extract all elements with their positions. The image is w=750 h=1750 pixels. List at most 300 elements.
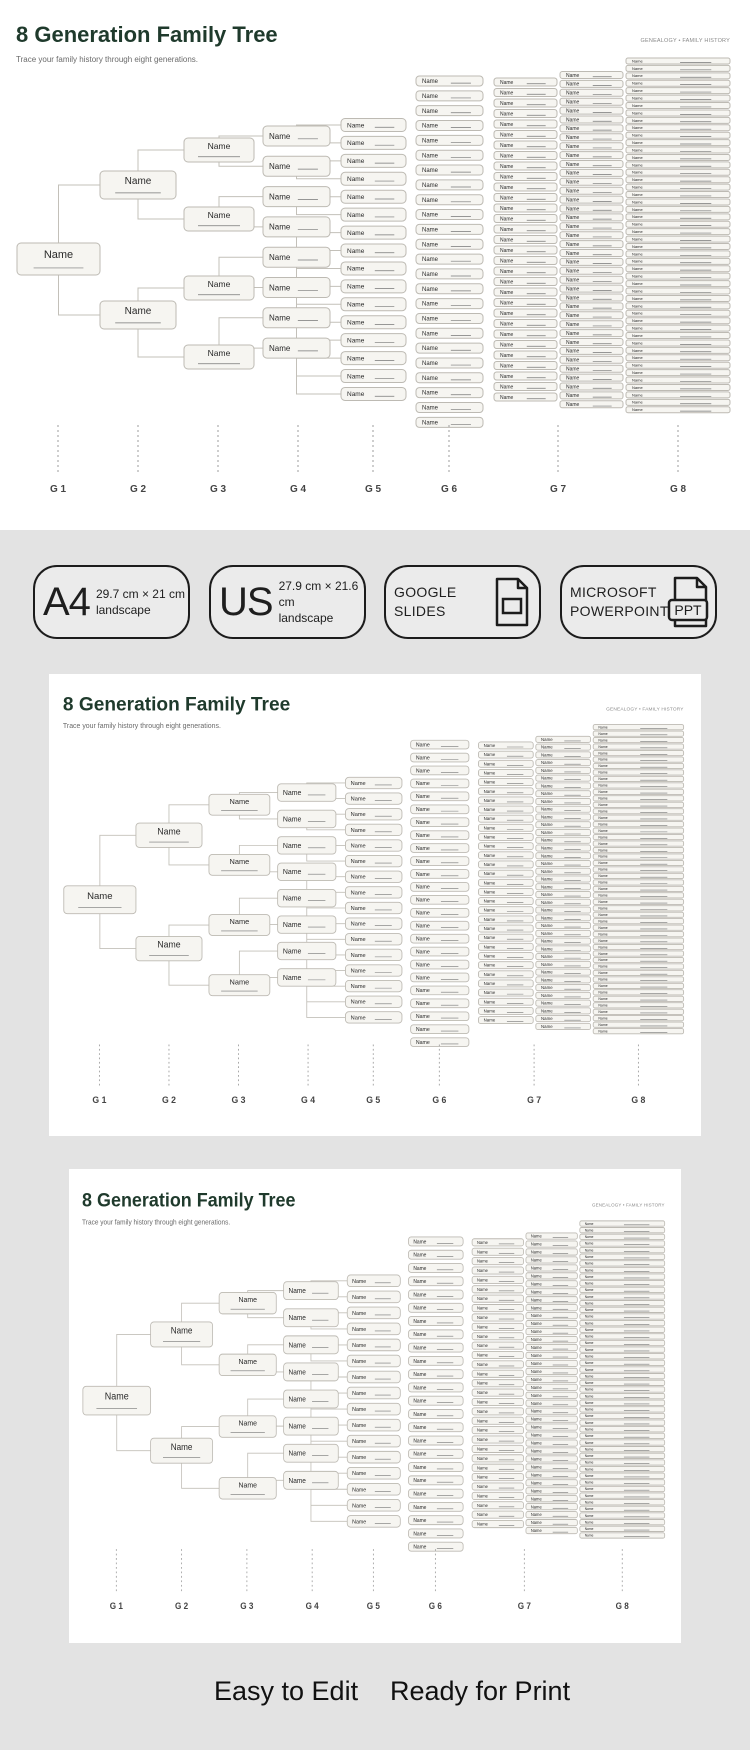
name-label: Name <box>350 874 366 881</box>
name-label: Name <box>566 402 580 409</box>
name-label: Name <box>541 853 553 859</box>
name-label: Name <box>541 767 553 773</box>
name-label: Name <box>541 760 553 766</box>
name-label: Name <box>584 1473 594 1479</box>
name-label: Name <box>477 1371 488 1377</box>
name-label: Name <box>413 1451 427 1458</box>
name-label: Name <box>422 153 439 160</box>
powerpoint-line1: MICROSOFT <box>570 584 657 600</box>
name-label: Name <box>584 1248 594 1253</box>
name-label: Name <box>500 174 514 181</box>
name-label: Name <box>566 384 580 391</box>
name-label: Name <box>632 370 643 376</box>
name-label: Name <box>413 1332 427 1339</box>
generation-label: G 3 <box>209 484 227 495</box>
name-label: Name <box>598 790 608 795</box>
name-label: Name <box>352 1471 367 1478</box>
name-label: Name <box>483 871 496 877</box>
name-label: Name <box>541 845 553 851</box>
generation-label: G 8 <box>669 484 687 495</box>
name-label: Name <box>632 214 643 220</box>
name-label: Name <box>530 1344 542 1351</box>
name-label: Name <box>632 251 643 257</box>
name-label: Name <box>632 102 643 108</box>
name-label: Name <box>598 887 608 892</box>
name-label: Name <box>500 258 514 265</box>
name-label: Name <box>282 816 302 824</box>
name-label: Name <box>632 206 643 212</box>
name-label: Name <box>566 259 580 266</box>
name-label: Name <box>566 286 580 293</box>
generation-label: G 5 <box>366 1600 380 1612</box>
name-label: Name <box>566 366 580 373</box>
tree-tag: GENEALOGY • FAMILY HISTORY <box>591 1202 665 1208</box>
name-label: Name <box>413 1478 427 1485</box>
name-label: Name <box>584 1460 594 1465</box>
name-label: Name <box>288 1287 306 1296</box>
name-label: Name <box>500 184 514 191</box>
a4-badge-big: A4 <box>43 580 90 624</box>
name-label: Name <box>598 997 608 1002</box>
name-label: Name <box>584 1241 594 1246</box>
name-label: Name <box>477 1483 488 1490</box>
tree-subtitle: Trace your family history through eight generations. <box>62 723 221 731</box>
name-label: Name <box>483 935 496 941</box>
name-label: Name <box>350 859 366 866</box>
name-label: Name <box>541 915 553 921</box>
name-label: Name <box>483 971 496 977</box>
name-label: Name <box>347 373 365 381</box>
name-label: Name <box>584 1480 594 1485</box>
name-label: Name <box>415 755 430 762</box>
name-label: Name <box>566 268 580 275</box>
name-label: Name <box>483 990 496 996</box>
name-label: Name <box>598 1029 608 1034</box>
name-label: Name <box>598 757 608 762</box>
name-label: Name <box>584 1354 594 1359</box>
name-label: Name <box>584 1387 594 1392</box>
name-label: Name <box>530 1527 542 1534</box>
name-label: Name <box>584 1314 594 1319</box>
name-label: Name <box>584 1414 594 1419</box>
name-label: Name <box>477 1521 488 1527</box>
name-label: Name <box>632 140 643 146</box>
name-label: Name <box>584 1400 594 1406</box>
name-label: Name <box>415 988 430 995</box>
name-label: Name <box>632 325 643 331</box>
name-label: Name <box>413 1544 427 1551</box>
name-label: Name <box>350 921 366 928</box>
name-label: Name <box>43 249 74 261</box>
name-label: Name <box>269 253 291 262</box>
name-label: Name <box>350 812 366 819</box>
name-label: Name <box>632 177 643 183</box>
name-label: Name <box>282 974 302 982</box>
name-label: Name <box>350 1015 366 1022</box>
name-label: Name <box>541 829 553 836</box>
name-label: Name <box>352 1503 367 1510</box>
name-label: Name <box>422 346 439 353</box>
name-label: Name <box>584 1427 594 1432</box>
tree-subtitle: Trace your family history through eight generations. <box>82 1219 231 1227</box>
a4-badge-size <box>96 586 185 618</box>
name-label: Name <box>352 1358 367 1366</box>
name-label: Name <box>477 1427 488 1433</box>
name-label: Name <box>483 752 496 758</box>
name-label: Name <box>415 794 430 801</box>
name-label: Name <box>500 279 514 286</box>
name-label: Name <box>483 898 496 904</box>
name-label: Name <box>598 880 608 885</box>
microsoft-powerpoint-badge <box>560 565 717 639</box>
name-label: Name <box>352 1278 367 1285</box>
name-label: Name <box>632 110 643 116</box>
name-label: Name <box>350 999 366 1006</box>
name-label: Name <box>632 117 643 123</box>
name-label: Name <box>477 1389 488 1396</box>
name-label: Name <box>584 1221 594 1226</box>
name-label: Name <box>598 738 608 743</box>
name-label: Name <box>566 375 580 382</box>
name-label: Name <box>229 917 250 927</box>
us-badge-orientation: landscape <box>278 611 334 625</box>
name-label: Name <box>566 224 580 231</box>
name-label: Name <box>632 229 643 235</box>
name-label: Name <box>422 420 439 427</box>
name-label: Name <box>483 825 496 831</box>
name-label: Name <box>500 216 514 223</box>
name-label: Name <box>598 938 608 943</box>
name-label: Name <box>288 1342 306 1350</box>
name-label: Name <box>483 889 496 895</box>
name-label: Name <box>483 926 496 932</box>
name-label: Name <box>566 348 580 355</box>
name-label: Name <box>477 1361 488 1368</box>
name-label: Name <box>584 1507 594 1512</box>
name-label: Name <box>347 229 365 237</box>
name-label: Name <box>598 990 608 995</box>
name-label: Name <box>598 893 608 898</box>
name-label: Name <box>584 1274 594 1279</box>
name-label: Name <box>282 922 302 930</box>
name-label: Name <box>530 1336 542 1343</box>
name-label: Name <box>632 221 643 227</box>
name-label: Name <box>584 1228 594 1233</box>
name-label: Name <box>413 1371 427 1379</box>
name-label: Name <box>566 90 580 97</box>
name-label: Name <box>477 1502 488 1508</box>
name-label: Name <box>282 895 302 903</box>
name-label: Name <box>632 377 643 383</box>
name-label: Name <box>584 1380 594 1386</box>
name-label: Name <box>500 79 514 86</box>
name-label: Name <box>500 205 514 212</box>
name-label: Name <box>632 318 643 324</box>
a4-format-badge <box>33 565 190 639</box>
name-label: Name <box>347 355 365 363</box>
name-label: Name <box>347 140 365 148</box>
name-label: Name <box>500 111 514 118</box>
name-label: Name <box>598 744 608 749</box>
name-label: Name <box>566 152 580 159</box>
tree-nodes <box>83 1221 665 1551</box>
name-label: Name <box>500 373 514 380</box>
name-label: Name <box>282 948 302 956</box>
name-label: Name <box>530 1496 542 1502</box>
name-label: Name <box>541 775 553 781</box>
name-label: Name <box>566 295 580 302</box>
name-label: Name <box>598 770 608 775</box>
name-label: Name <box>352 1519 367 1526</box>
name-label: Name <box>632 407 643 413</box>
name-label: Name <box>124 176 152 187</box>
name-label: Name <box>269 222 291 232</box>
name-label: Name <box>541 868 553 874</box>
name-label: Name <box>500 195 514 202</box>
name-label: Name <box>477 1343 488 1349</box>
name-label: Name <box>530 1273 542 1279</box>
tree-nodes <box>64 725 684 1047</box>
name-label: Name <box>500 132 514 139</box>
name-label: Name <box>483 807 496 813</box>
name-label: Name <box>530 1440 542 1446</box>
name-label: Name <box>566 250 580 257</box>
name-label: Name <box>598 912 608 917</box>
name-label: Name <box>598 809 608 814</box>
footer-ready-for-print: Ready for Print <box>390 1676 571 1706</box>
name-label: Name <box>477 1455 488 1461</box>
name-label: Name <box>541 938 553 944</box>
family-tree-diagram <box>0 0 750 530</box>
name-label: Name <box>584 1533 594 1538</box>
name-label: Name <box>483 788 496 794</box>
name-label: Name <box>632 303 643 309</box>
name-label: Name <box>238 1356 257 1367</box>
name-label: Name <box>422 361 439 368</box>
name-label: Name <box>566 161 580 168</box>
name-label: Name <box>530 1305 542 1311</box>
name-label: Name <box>598 822 608 827</box>
name-label: Name <box>413 1398 427 1405</box>
generation-label: G 6 <box>440 484 458 495</box>
name-label: Name <box>207 210 231 220</box>
name-label: Name <box>422 108 439 115</box>
name-label: Name <box>632 184 643 190</box>
name-label: Name <box>584 1334 594 1339</box>
name-label: Name <box>632 332 643 338</box>
name-label: Name <box>632 362 643 368</box>
name-label: Name <box>530 1472 542 1478</box>
generation-label: G 5 <box>366 1094 381 1105</box>
name-label: Name <box>87 890 113 902</box>
name-label: Name <box>288 1477 306 1485</box>
name-label: Name <box>584 1407 594 1412</box>
name-label: Name <box>347 283 365 291</box>
generation-label: G 6 <box>428 1600 442 1612</box>
name-label: Name <box>477 1380 488 1386</box>
name-label: Name <box>541 892 553 898</box>
name-label: Name <box>347 319 365 327</box>
name-label: Name <box>352 1390 367 1398</box>
powerpoint-line2: POWERPOINT <box>570 603 669 619</box>
name-label: Name <box>541 992 553 998</box>
name-label: Name <box>584 1288 594 1293</box>
footer-easy-to-edit: Easy to Edit <box>214 1676 359 1706</box>
name-label: Name <box>530 1408 542 1414</box>
name-label: Name <box>415 975 430 982</box>
name-label: Name <box>541 1016 553 1022</box>
name-label: Name <box>422 182 439 189</box>
name-label: Name <box>530 1328 542 1335</box>
name-label: Name <box>632 147 643 153</box>
name-label: Name <box>157 939 181 950</box>
name-label: Name <box>541 783 553 789</box>
name-label: Name <box>477 1512 488 1518</box>
name-label: Name <box>566 179 580 186</box>
name-label: Name <box>477 1305 488 1311</box>
name-label: Name <box>541 884 553 890</box>
name-label: Name <box>288 1450 306 1458</box>
name-label: Name <box>350 890 366 897</box>
name-label: Name <box>413 1345 427 1352</box>
name-label: Name <box>413 1424 427 1432</box>
name-label: Name <box>541 1000 553 1006</box>
name-label: Name <box>422 197 439 204</box>
name-label: Name <box>566 81 580 88</box>
name-label: Name <box>347 176 365 184</box>
name-label: Name <box>500 300 514 307</box>
name-label: Name <box>500 384 514 391</box>
name-label: Name <box>477 1408 488 1414</box>
name-label: Name <box>584 1341 594 1346</box>
name-label: Name <box>598 803 608 808</box>
name-label: Name <box>350 984 366 991</box>
generation-labels <box>110 1549 629 1611</box>
name-label: Name <box>422 286 439 293</box>
name-label: Name <box>415 884 430 891</box>
name-label: Name <box>124 306 152 317</box>
name-label: Name <box>598 1009 608 1014</box>
name-label: Name <box>584 1500 594 1505</box>
name-label: Name <box>104 1390 129 1402</box>
name-label: Name <box>584 1367 594 1372</box>
name-label: Name <box>530 1265 542 1271</box>
name-label: Name <box>566 126 580 133</box>
name-label: Name <box>632 273 643 279</box>
name-label: Name <box>350 937 366 944</box>
name-label: Name <box>229 977 250 987</box>
name-label: Name <box>632 266 643 272</box>
name-label: Name <box>477 1267 488 1274</box>
name-label: Name <box>530 1352 542 1359</box>
name-label: Name <box>483 816 496 822</box>
name-label: Name <box>632 243 643 249</box>
name-label: Name <box>415 936 430 943</box>
name-label: Name <box>530 1376 542 1382</box>
name-label: Name <box>415 923 430 930</box>
name-label: Name <box>483 843 496 849</box>
name-label: Name <box>530 1360 542 1367</box>
name-label: Name <box>422 79 439 86</box>
name-label: Name <box>415 807 430 814</box>
name-label: Name <box>500 321 514 328</box>
name-label: Name <box>584 1307 594 1313</box>
name-label: Name <box>541 985 553 991</box>
generation-label: G 7 <box>517 1600 531 1612</box>
name-label: Name <box>632 73 643 79</box>
name-label: Name <box>415 845 430 852</box>
name-label: Name <box>483 953 496 959</box>
name-label: Name <box>269 313 291 323</box>
name-label: Name <box>530 1520 542 1526</box>
name-label: Name <box>566 313 580 320</box>
name-label: Name <box>530 1400 542 1406</box>
name-label: Name <box>598 906 608 911</box>
name-label: Name <box>566 99 580 106</box>
name-label: Name <box>598 1022 608 1027</box>
google-slides-line1: GOOGLE <box>394 584 457 600</box>
name-label: Name <box>415 742 430 749</box>
name-label: Name <box>598 783 608 788</box>
name-label: Name <box>282 789 302 797</box>
name-label: Name <box>530 1488 542 1494</box>
ppt-file-icon <box>667 575 711 629</box>
name-label: Name <box>566 135 580 142</box>
name-label: Name <box>598 964 608 969</box>
name-label: Name <box>415 781 430 788</box>
name-label: Name <box>352 1342 367 1350</box>
name-label: Name <box>632 80 643 86</box>
name-label: Name <box>350 796 366 803</box>
name-label: Name <box>477 1249 488 1255</box>
name-label: Name <box>530 1432 542 1438</box>
name-label: Name <box>541 861 553 867</box>
name-label: Name <box>584 1453 594 1459</box>
name-label: Name <box>415 897 430 904</box>
name-label: Name <box>413 1491 427 1498</box>
generation-label: G 8 <box>615 1600 629 1612</box>
name-label: Name <box>415 1001 430 1008</box>
name-label: Name <box>566 206 580 213</box>
name-label: Name <box>347 158 365 166</box>
generation-label: G 3 <box>231 1094 246 1105</box>
powerpoint-label <box>570 583 669 621</box>
name-label: Name <box>352 1406 367 1414</box>
name-label: Name <box>566 197 580 204</box>
name-label: Name <box>483 861 496 867</box>
tree-tag: GENEALOGY • FAMILY HISTORY <box>640 38 730 44</box>
name-label: Name <box>566 330 580 337</box>
name-label: Name <box>238 1480 257 1490</box>
name-label: Name <box>477 1277 488 1283</box>
name-label: Name <box>483 944 496 950</box>
name-label: Name <box>584 1327 594 1333</box>
name-label: Name <box>413 1358 427 1365</box>
name-label: Name <box>566 117 580 124</box>
name-label: Name <box>282 842 302 850</box>
name-label: Name <box>541 822 553 828</box>
name-label: Name <box>483 999 496 1005</box>
name-label: Name <box>483 880 496 886</box>
name-label: Name <box>566 241 580 248</box>
name-label: Name <box>238 1418 257 1428</box>
name-label: Name <box>598 1016 608 1021</box>
name-label: Name <box>422 138 439 145</box>
name-label: Name <box>269 283 291 293</box>
name-label: Name <box>584 1294 594 1299</box>
name-label: Name <box>413 1265 427 1272</box>
name-label: Name <box>584 1447 594 1452</box>
